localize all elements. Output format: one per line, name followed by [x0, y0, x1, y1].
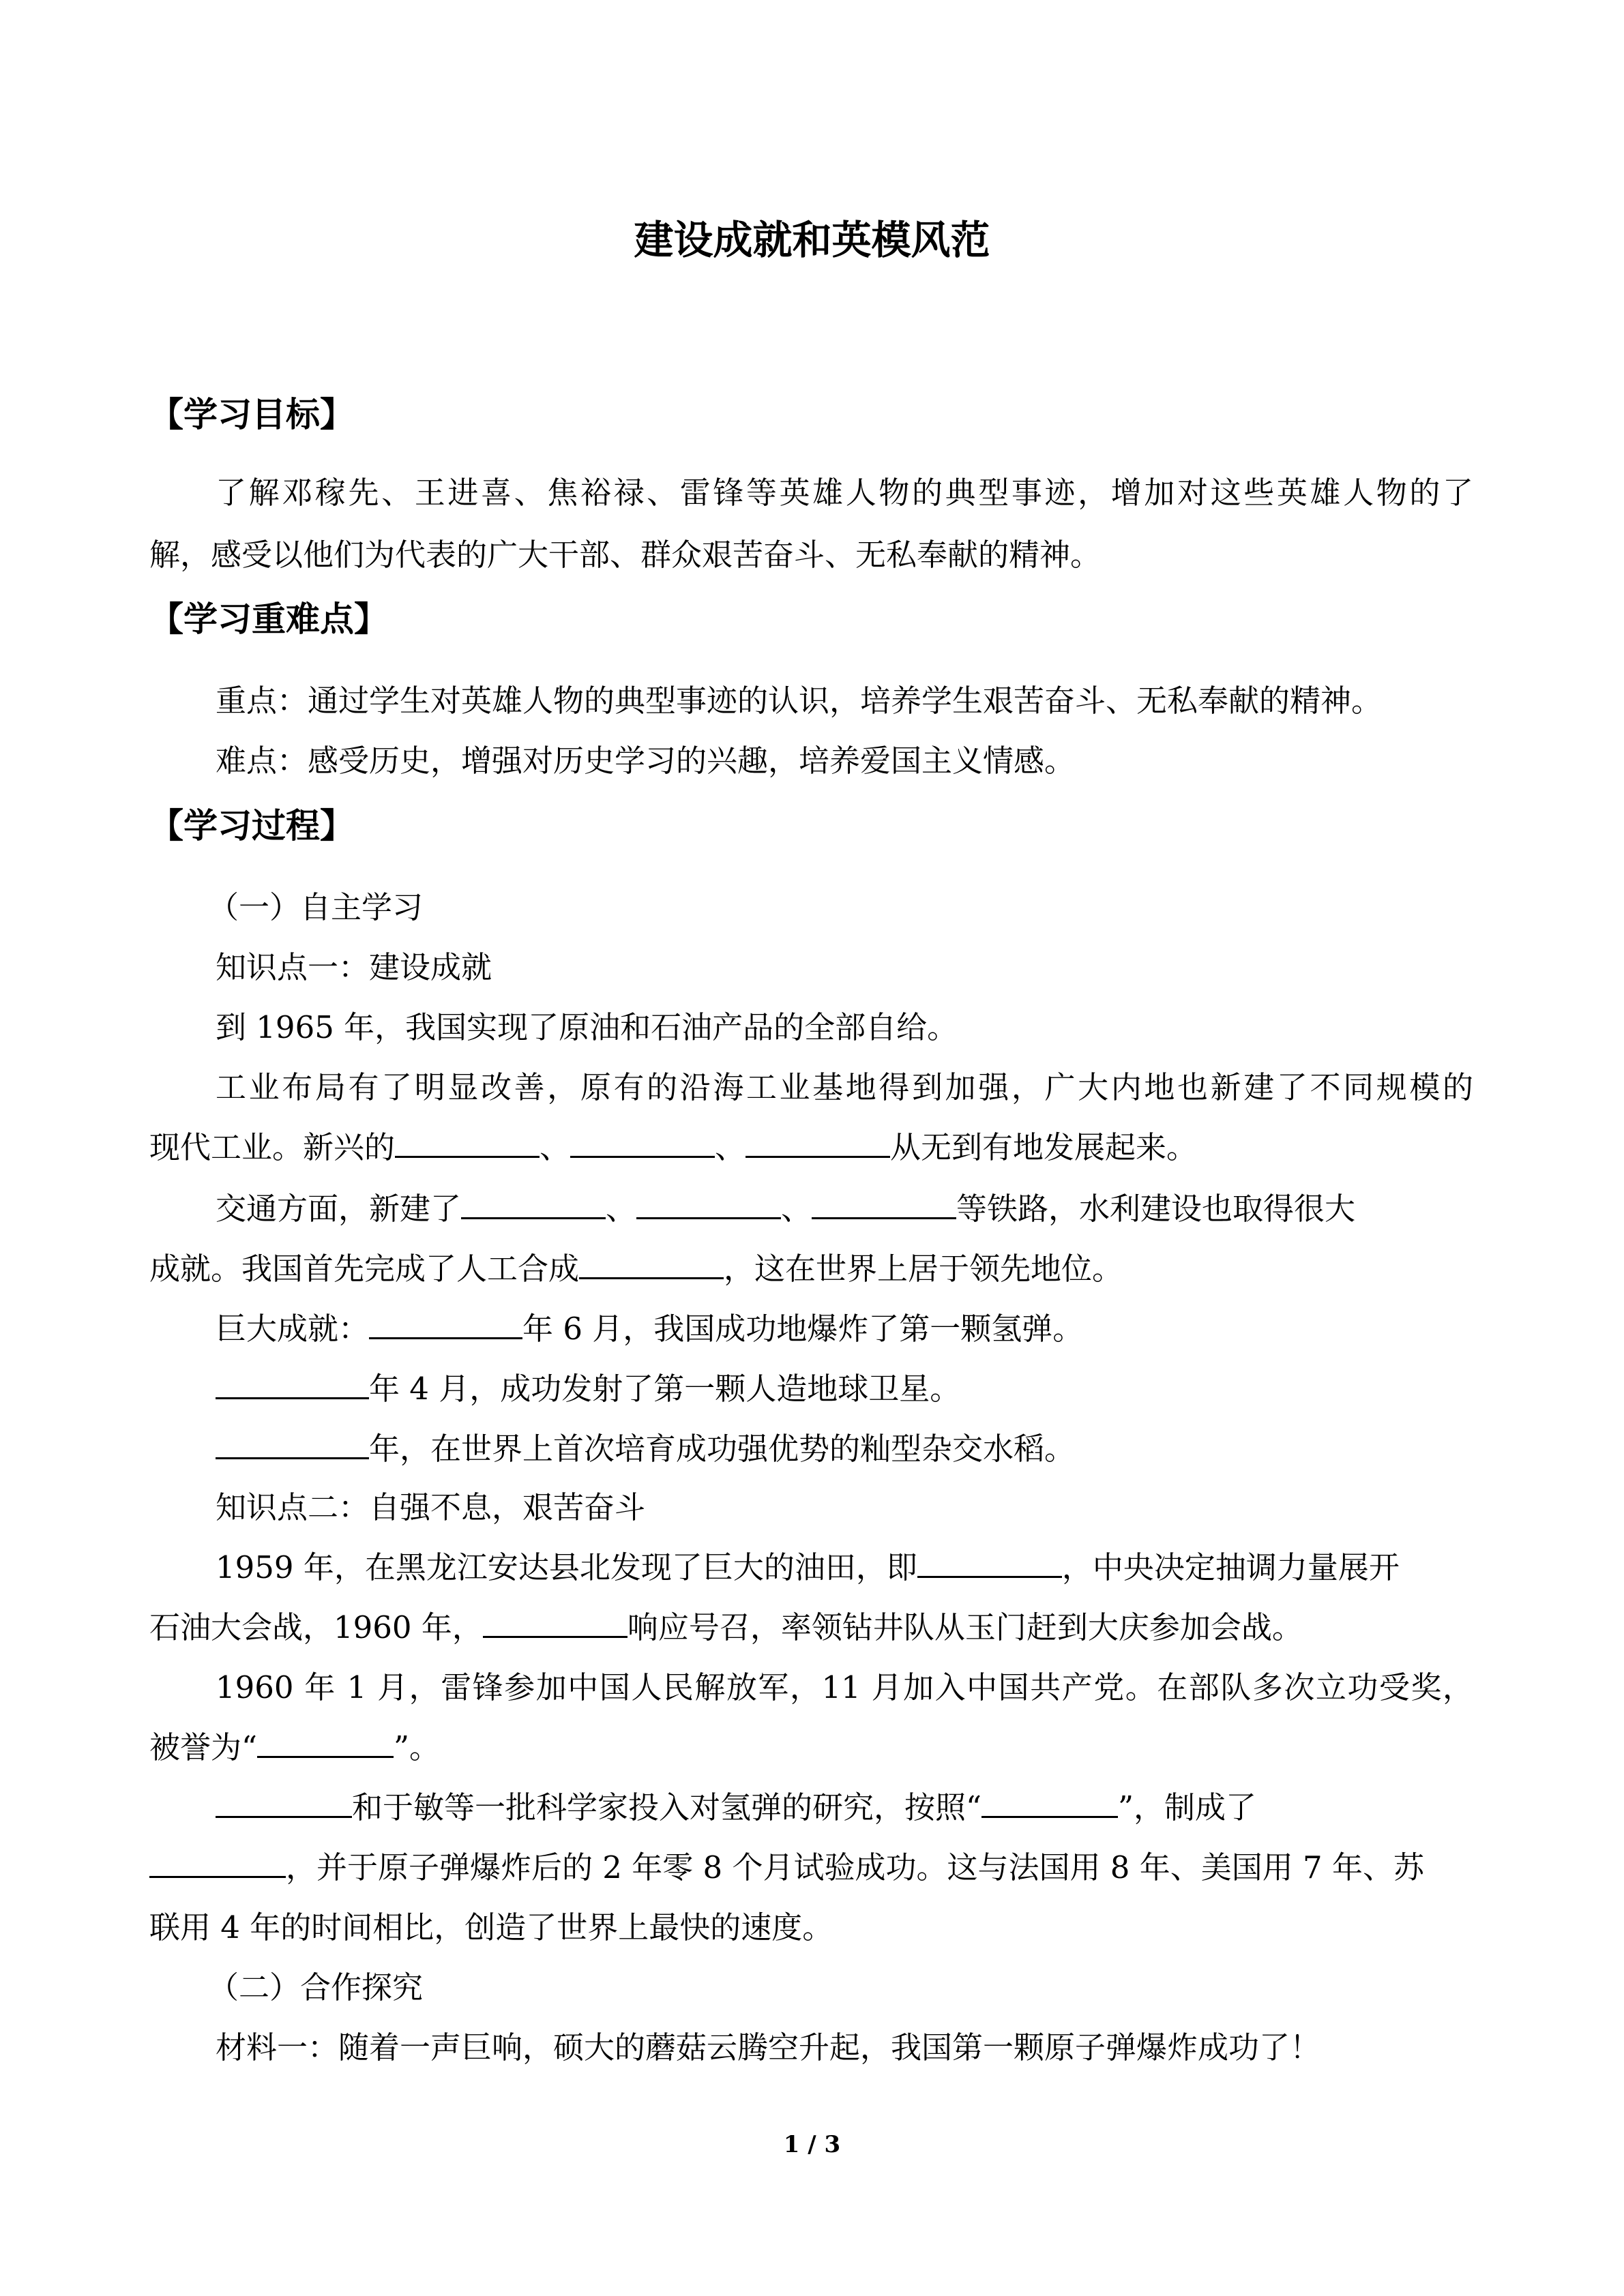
- fill-blank[interactable]: [461, 1179, 606, 1219]
- paragraph: 了解邓稼先、王进喜、焦裕禄、雷锋等英雄人物的典型事迹，增加对这些英雄人物的了: [216, 475, 1473, 511]
- text: ，这在世界上居于领先地位。: [724, 1251, 1123, 1287]
- text: 年 6 月，我国成功地爆炸了第一颗氢弹。: [522, 1311, 1084, 1347]
- fill-blank[interactable]: [216, 1359, 369, 1399]
- paragraph: [216, 1419, 1473, 1479]
- paragraph: 工业布局有了明显改善，原有的沿海工业基地得到加强，广大内地也新建了不同规模的: [216, 1069, 1473, 1105]
- text: ”。: [394, 1729, 441, 1765]
- paragraph: [149, 1838, 1473, 1898]
- paragraph: [216, 1778, 1473, 1838]
- paragraph: [216, 1299, 1473, 1359]
- text: 、: [606, 1191, 637, 1227]
- fill-blank[interactable]: [216, 1778, 352, 1818]
- text: ”，制成了: [1118, 1789, 1257, 1825]
- paragraph: 难点：感受历史，增强对历史学习的兴趣，培养爱国主义情感。: [216, 743, 1076, 779]
- text: ，中央决定抽调力量展开: [1061, 1549, 1400, 1585]
- text: 等铁路，水利建设也取得很大: [956, 1191, 1356, 1227]
- fill-blank[interactable]: [981, 1778, 1118, 1818]
- fill-blank[interactable]: [917, 1538, 1062, 1578]
- text: 现代工业。新兴的: [149, 1129, 396, 1165]
- text: 被誉为“: [149, 1729, 258, 1765]
- heading-process: 【学习过程】: [149, 806, 354, 846]
- text: ，并于原子弹爆炸后的 2 年零 8 个月试验成功。这与法国用 8 年、美国用 7 年、苏: [286, 1849, 1424, 1885]
- paragraph: [216, 1359, 1473, 1419]
- fill-blank[interactable]: [369, 1299, 522, 1339]
- paragraph: [149, 1598, 1473, 1658]
- paragraph: 材料一：随着一声巨响，硕大的蘑菇云腾空升起，我国第一颗原子弹爆炸成功了！: [216, 2029, 1321, 2066]
- text: 、: [781, 1191, 812, 1227]
- knowledge-point: 知识点二：自强不息，艰苦奋斗: [216, 1489, 646, 1525]
- text: 巨大成就：: [216, 1311, 370, 1347]
- paragraph: 重点：通过学生对英雄人物的典型事迹的认识，培养学生艰苦奋斗、无私奉献的精神。: [216, 683, 1383, 719]
- section-heading: （二）合作探究: [208, 1969, 424, 2006]
- fill-blank[interactable]: [812, 1179, 956, 1219]
- fill-blank[interactable]: [395, 1118, 540, 1158]
- paragraph: [216, 1179, 1473, 1239]
- fill-blank[interactable]: [483, 1598, 628, 1638]
- fill-blank[interactable]: [149, 1838, 286, 1878]
- section-heading: （一）自主学习: [208, 889, 424, 925]
- fill-blank[interactable]: [257, 1718, 394, 1758]
- document-title: 建设成就和英模风范: [634, 217, 990, 263]
- heading-key-points: 【学习重难点】: [149, 599, 388, 639]
- page-number: 1 / 3: [783, 2131, 841, 2158]
- text: 响应号召，率领钻井队从玉门赶到大庆参加会战。: [627, 1609, 1303, 1645]
- paragraph: 到 1965 年，我国实现了原油和石油产品的全部自给。: [216, 1009, 958, 1045]
- text: 和于敏等一批科学家投入对氢弹的研究，按照“: [352, 1789, 982, 1825]
- text: 年，在世界上首次培育成功强优势的籼型杂交水稻。: [369, 1431, 1076, 1467]
- text: 石油大会战，1960 年，: [149, 1609, 483, 1645]
- heading-objectives: 【学习目标】: [149, 395, 354, 434]
- fill-blank[interactable]: [579, 1239, 724, 1279]
- text: 1959 年，在黑龙江安达县北发现了巨大的油田，即: [216, 1549, 917, 1585]
- text: 、: [715, 1129, 746, 1165]
- fill-blank[interactable]: [216, 1419, 369, 1459]
- paragraph: 联用 4 年的时间相比，创造了世界上最快的速度。: [149, 1909, 833, 1945]
- paragraph: [149, 1239, 1473, 1299]
- paragraph: [149, 1118, 1473, 1178]
- text: 、: [540, 1129, 571, 1165]
- text: 年 4 月，成功发射了第一颗人造地球卫星。: [369, 1371, 961, 1407]
- text: 交通方面，新建了: [216, 1191, 462, 1227]
- fill-blank[interactable]: [636, 1179, 781, 1219]
- knowledge-point: 知识点一：建设成就: [216, 949, 492, 985]
- paragraph: [216, 1538, 1473, 1598]
- text: 成就。我国首先完成了人工合成: [149, 1251, 580, 1287]
- text: 从无到有地发展起来。: [890, 1129, 1198, 1165]
- paragraph: 1960 年 1 月，雷锋参加中国人民解放军，11 月加入中国共产党。在部队多次立功受奖，: [216, 1669, 1473, 1705]
- paragraph: 解，感受以他们为代表的广大干部、群众艰苦奋斗、无私奉献的精神。: [149, 537, 1102, 573]
- fill-blank[interactable]: [745, 1118, 890, 1158]
- paragraph: [149, 1718, 1473, 1778]
- fill-blank[interactable]: [570, 1118, 715, 1158]
